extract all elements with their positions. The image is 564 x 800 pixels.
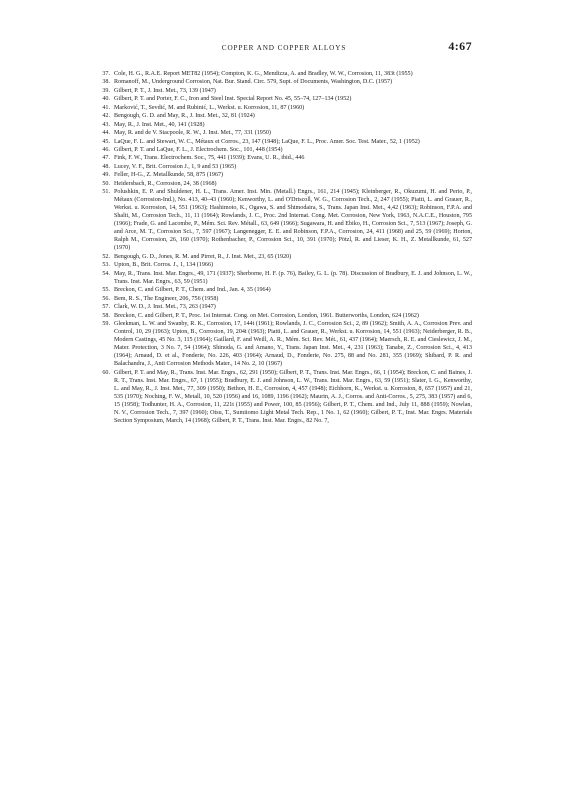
reference-item <box>96 188 472 252</box>
reference-text: Heidersbach, R., Corrosion, 24, 38 (1968) <box>114 180 217 187</box>
reference-item <box>96 286 472 294</box>
reference-item <box>96 295 472 303</box>
reference-item <box>96 312 472 320</box>
reference-text: Gilbert, P. T. and Porter, F. C., Iron and Steel Inst. Special Report No. 45, 55–74, 127–134 (1952) <box>114 96 352 103</box>
running-title: COPPER AND COPPER ALLOYS <box>221 44 347 52</box>
reference-text: LaQue, F. L. and Stewart, W. C., Métaux et Corros., 23, 147 (1948); LaQue, F. L., Proc. Amer. Soc. Test. Mater., 52, 1 (1952) <box>114 138 420 145</box>
reference-item <box>96 87 472 95</box>
reference-number: 44. <box>102 130 110 137</box>
reference-text: Polushkin, E. P. and Shuldener, H. L., Trans. Amer. Inst. Min. (Metall.) Engrs., 161, 214 (1945); Kleinberger, R., Okuzumi, H. and Perio, P., Métaux (Corrosion-Ind.), No. 413, 40–43 (1960); Kenworthy, L. and O'Driscoll, W. G., Corrosion Tech., 2, 247 (1955); Piatti, L. and Grauer, R., Werkst. u. Korrosion, 14, 551 (1963); Hashimoto, K., Ogawa, S. and Shimodaira, S., Trans. Japan Inst. Met., 4,42 (1963); Robinson, F.P.A. and Shalit, M., Corrosion Tech., 11, 11 (1964); Rowlands, J. C., Proc. 2nd Internat. Cong. Met. Corrosion, New York, 1963, N.A.C.E., Houston, 795 (1966); Frade, G. and Lacombe, P., Mém. Sci. Rev. Métall., 63, 649 (1966); Sugawara, H. and Ebiko, H., Corrosion Sci., 7, 513 (1967); Joseph, G. and Arce, M. T., Corrosion Sci., 7, 597 (1967); Langenegger, E. E. and Robinson, F.P.A., Corrosion, 24, 411 (1968) and 25, 59 (1969); Horton, Ralph M., Corrosion, 26, 160 (1970); Rothenbacher, P., Corrosion Sci., 10, 391 (1970); Pötzl, R. and Lieser, K. H., Z. Metallkunde, 61, 527 (1970) <box>114 189 472 252</box>
reference-number: 49. <box>102 172 110 179</box>
reference-item <box>96 270 472 286</box>
reference-item <box>96 138 472 146</box>
reference-text: Gilbert, P. T. and LaQue, F. L., J. Electrochem. Soc., 101, 448 (1954) <box>114 146 283 153</box>
reference-number: 45. <box>102 138 110 145</box>
reference-number: 37. <box>102 71 110 77</box>
reference-item <box>96 95 472 103</box>
reference-item <box>96 171 472 179</box>
reference-item <box>96 104 472 112</box>
reference-text: May, R., Trans. Inst. Mar. Engrs., 49, 171 (1937); Sherborne, H. F. (p. 76), Bailey, G. L. (p. 78). Discussion of Bradbury, E. J. and Johnson, L. W., Trans. Inst. Mar. Engrs., 63, 59 (1951) <box>114 270 472 285</box>
reference-text: Gilbert, P. T. and May, R., Trans. Inst. Mar. Engrs., 62, 291 (1950); Gilbert, P. T., Trans. Inst. Mar. Engrs., 66, 1 (1954); Breckon, C. and Baines, J. R. T., Trans. Inst. Mar. Engrs., 67, 1 (1955); Bradbury, E. J. and Johnson, L. W., Trans. Inst. Mar. Engrs., 63, 59 (1951); Slater, I. G., Kenworthy, L. and May, R., J. Inst. Met., 77, 309 (1950); Bethon, H. E., Corrosion, 4, 457 (1948); Eichhorn, K., Werkst. u. Korrosion, 8, 657 (1957) and 21, 535 (1970); Noching, F. W., Metall, 10, 520 (1956) and 16, 1089, 1196 (1962); Maurin, A. J., Corros. and Anti-Corros., 5, 275, 383 (1957) and 6, 15 (1958); Todhunter, H. A., Corrosion, 11, 221t (1955) and Power, 100, 85 (1956); Gilbert, P. T., Chem. and Ind., July 11, 888 (1959); Nowlan, N. V., Corrosion Tech., 7, 397 (1960); Otsu, T., Sumitomo Light Metal Tech. Rep., 1 No. 1, 62 (1960); Gilbert, P. T., Inst. Mar. Engrs. Materials Section Symposium, March, 14 (1968); Gilbert, P. T., Trans. Inst. Mar. Engrs., 82 No. 7, <box>114 369 472 424</box>
reference-item <box>96 121 472 129</box>
reference-text: May, R. and de V. Stacpoole, R. W., J. Inst. Met., 77, 331 (1950) <box>114 130 271 137</box>
reference-item <box>96 369 472 425</box>
reference-number: 55. <box>102 287 110 294</box>
reference-text: Upton, B., Brit. Corros. J., 1, 134 (1966) <box>114 262 214 269</box>
reference-number: 56. <box>102 295 110 302</box>
reference-text: Gilbert, P. T., J. Inst. Met., 73, 139 (1947) <box>114 87 216 94</box>
reference-item <box>96 129 472 137</box>
reference-item <box>96 70 472 78</box>
reference-number: 60. <box>102 369 110 376</box>
reference-text: Bengough, G. D., Jones, R. M. and Pirret, R., J. Inst. Met., 23, 65 (1920) <box>114 253 292 260</box>
reference-text: Bem, R. S., The Engineer, 206, 756 (1958) <box>114 295 219 302</box>
reference-number: 54. <box>102 270 110 277</box>
reference-number: 41. <box>102 104 110 111</box>
reference-number: 46. <box>102 146 110 153</box>
reference-item <box>96 253 472 261</box>
reference-number: 52. <box>102 253 110 260</box>
reference-item <box>96 303 472 311</box>
reference-text: Fink, F. W., Trans. Electrochem. Soc., 75, 441 (1939); Evans, U. R., ibid., 446 <box>114 155 305 162</box>
reference-number: 42. <box>102 113 110 120</box>
reference-number: 57. <box>102 304 110 311</box>
reference-item <box>96 146 472 154</box>
reference-number: 38. <box>102 79 110 86</box>
reference-text: Breckon, C. and Gilbert, P. T., Chem. and Ind., Jan. 4, 35 (1964) <box>114 287 271 294</box>
reference-item <box>96 261 472 269</box>
reference-text: Clark, W. D., J. Inst. Met., 73, 263 (1947) <box>114 304 216 311</box>
reference-item <box>96 320 472 368</box>
reference-text: May, R., J. Inst. Met., 40, 141 (1928) <box>114 121 205 128</box>
reference-number: 59. <box>102 321 110 327</box>
reference-text: Breckon, C. and Gilbert, P. T., Proc. 1st Internat. Cong. on Met. Corrosion, London, 1961. Butterworths, London, 624 (1962) <box>114 312 419 319</box>
reference-item <box>96 154 472 162</box>
reference-list <box>96 70 472 425</box>
reference-item <box>96 112 472 120</box>
reference-number: 58. <box>102 312 110 319</box>
reference-item <box>96 180 472 188</box>
reference-number: 39. <box>102 87 110 94</box>
reference-text: Feller, H-G., Z. Metallkunde, 58, 875 (1967) <box>114 172 224 179</box>
reference-item <box>96 78 472 86</box>
reference-number: 40. <box>102 96 110 103</box>
reference-number: 48. <box>102 163 110 170</box>
reference-item <box>96 163 472 171</box>
reference-number: 47. <box>102 155 110 162</box>
reference-text: Cole, H. G., R.A.E. Report MET82 (1954); Compton, K. G., Mendizza, A. and Bradley, W. W., Corrosion, 11, 383t (1955) <box>114 71 413 77</box>
reference-text: Romanoff, M., Underground Corrosion, Nat. Bur. Stand. Circ. 579, Supt. of Documents, Washington, D.C. (1957) <box>114 79 393 86</box>
page-number: 4:67 <box>448 39 472 53</box>
reference-text: Bengough, G. D. and May, R., J. Inst. Met., 32, 81 (1924) <box>114 113 255 120</box>
reference-number: 53. <box>102 262 110 269</box>
reference-number: 51. <box>102 189 110 196</box>
document-page <box>96 38 472 424</box>
reference-number: 50. <box>102 180 110 187</box>
page-header <box>96 38 472 58</box>
reference-text: Marković, T., Sevdić, M. and Rubinić, L., Werkst. u. Korrosion, 11, 87 (1960) <box>114 104 305 111</box>
reference-text: Gleekman, L. W. and Swanby, R. K., Corrosion, 17, 144t (1961); Rowlands, J. C., Corrosion Sci., 2, 89 (1962); Smith, A. A., Corrosion Prev. and Control, 10, 29 (1963); Upton, B., Corrosion, 19, 204t (1963); Piatti, L. and Grauer, R., Werkst. u. Korrosion, 14, 551 (1963); Neiderberger, R. B., Modern Castings, 45 No. 3, 115 (1964); Gaillard, F. and Weill, A. R., Mém. Sci. Rev. Mét., 61, 437 (1964); Maersch, R. E. and Cieslewicz, J. M., Mater. Protection, 3 No. 7, 54 (1964); Shinoda, G. and Amano, Y., Trans. Japan Inst. Met., 4, 231 (1963); Tanabe, Z., Corrosion Sci., 4, 413 (1964); Arnaud, D. et al., Fonderie, No. 226, 403 (1964); Arnaud, D., Fonderie, No. 275, 88 and No. 281, 355 (1969); Shibard, P. R. and Balachandra, J., Anti Corrosion Methods Mater., 14 No. 2, 10 (1967) <box>114 321 472 368</box>
reference-number: 43. <box>102 121 110 128</box>
reference-text: Lucey, V. F., Brit. Corrosion J., 1, 9 and 53 (1965) <box>114 163 237 170</box>
